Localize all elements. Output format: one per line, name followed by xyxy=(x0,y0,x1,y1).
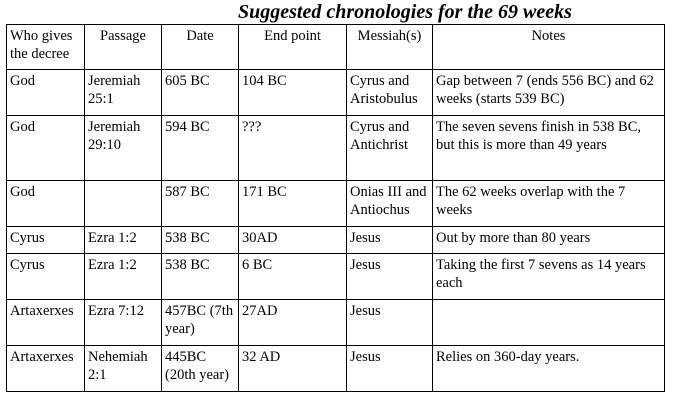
cell-passage: Jeremiah 25:1 xyxy=(85,70,162,116)
cell-who-gives-decree: God xyxy=(7,181,85,227)
cell-end-point: 6 BC xyxy=(239,254,347,300)
header-date: Date xyxy=(162,25,239,70)
table-row xyxy=(7,254,665,300)
cell-who-gives-decree: Cyrus xyxy=(7,227,85,254)
header-messiahs: Messiah(s) xyxy=(347,25,433,70)
cell-end-point: ??? xyxy=(239,116,347,181)
cell-date: 445BC (20th year) xyxy=(162,346,239,392)
cell-end-point: 104 BC xyxy=(239,70,347,116)
cell-messiahs: Jesus xyxy=(347,300,433,346)
cell-end-point: 32 AD xyxy=(239,346,347,392)
cell-messiahs: Jesus xyxy=(347,254,433,300)
header-notes: Notes xyxy=(433,25,665,70)
table-row xyxy=(7,346,665,392)
cell-notes: Gap between 7 (ends 556 BC) and 62 weeks (starts 539 BC) xyxy=(433,70,665,116)
table-row xyxy=(7,70,665,116)
cell-messiahs: Jesus xyxy=(347,227,433,254)
cell-date: 594 BC xyxy=(162,116,239,181)
cell-notes: The 62 weeks overlap with the 7 weeks xyxy=(433,181,665,227)
header-end-point: End point xyxy=(239,25,347,70)
table-header-row xyxy=(7,25,665,70)
table-row xyxy=(7,300,665,346)
cell-end-point: 27AD xyxy=(239,300,347,346)
cell-passage: Ezra 1:2 xyxy=(85,227,162,254)
table-row xyxy=(7,181,665,227)
table-row xyxy=(7,116,665,181)
cell-who-gives-decree: Artaxerxes xyxy=(7,346,85,392)
cell-date: 605 BC xyxy=(162,70,239,116)
cell-passage: Nehemiah 2:1 xyxy=(85,346,162,392)
cell-messiahs: Onias III and Antiochus xyxy=(347,181,433,227)
cell-who-gives-decree: God xyxy=(7,70,85,116)
cell-date: 457BC (7th year) xyxy=(162,300,239,346)
header-who-gives-decree: Who gives the decree xyxy=(7,25,85,70)
cell-passage: Ezra 7:12 xyxy=(85,300,162,346)
cell-passage: Ezra 1:2 xyxy=(85,254,162,300)
cell-notes xyxy=(433,300,665,346)
cell-messiahs: Cyrus and Antichrist xyxy=(347,116,433,181)
cell-who-gives-decree: God xyxy=(7,116,85,181)
cell-date: 538 BC xyxy=(162,254,239,300)
cell-date: 587 BC xyxy=(162,181,239,227)
cell-notes: Relies on 360-day years. xyxy=(433,346,665,392)
cell-end-point: 171 BC xyxy=(239,181,347,227)
cell-who-gives-decree: Cyrus xyxy=(7,254,85,300)
cell-messiahs: Cyrus and Aristobulus xyxy=(347,70,433,116)
table-row xyxy=(7,227,665,254)
cell-notes: The seven sevens finish in 538 BC, but this is more than 49 years xyxy=(433,116,665,181)
cell-passage: Jeremiah 29:10 xyxy=(85,116,162,181)
cell-end-point: 30AD xyxy=(239,227,347,254)
chronology-table xyxy=(6,24,665,392)
header-passage: Passage xyxy=(85,25,162,70)
page-title: Suggested chronologies for the 69 weeks xyxy=(238,1,572,23)
cell-notes: Out by more than 80 years xyxy=(433,227,665,254)
cell-who-gives-decree: Artaxerxes xyxy=(7,300,85,346)
cell-messiahs: Jesus xyxy=(347,346,433,392)
cell-passage xyxy=(85,181,162,227)
cell-notes: Taking the first 7 sevens as 14 years each xyxy=(433,254,665,300)
cell-date: 538 BC xyxy=(162,227,239,254)
